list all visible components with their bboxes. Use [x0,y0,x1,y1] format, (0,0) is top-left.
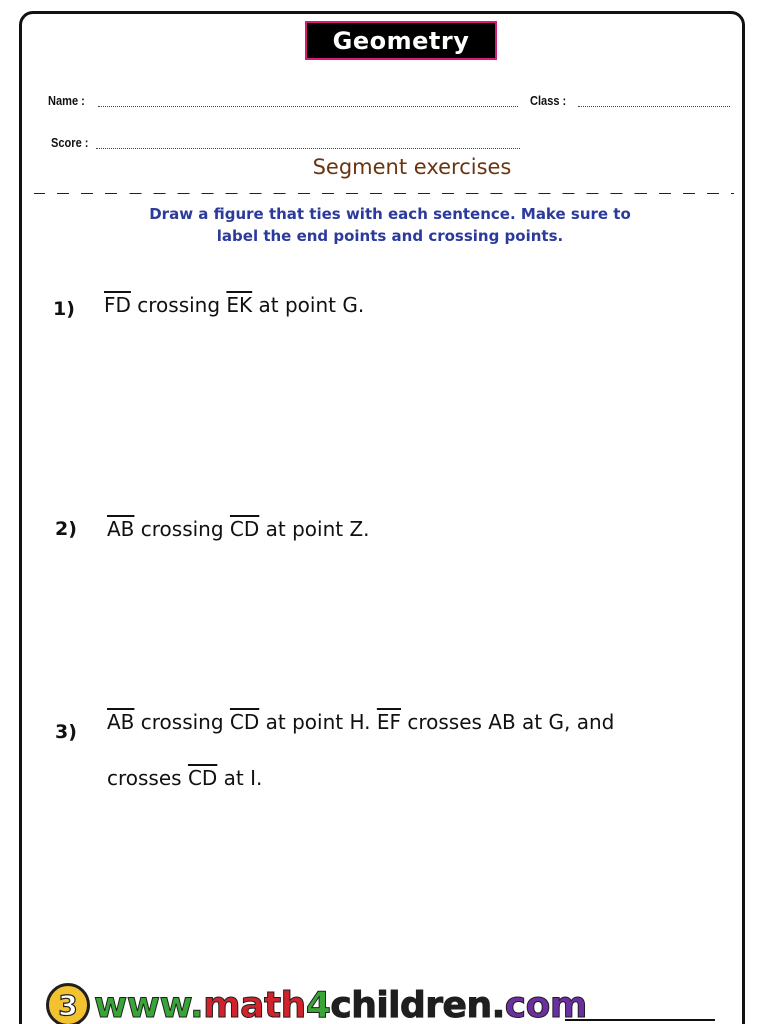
segment-label: $\overline{CD}$ [229,517,260,541]
question-3-text-line-2 [107,766,262,790]
site-four: 4 [305,984,331,1024]
instructions-line-1: Draw a figure that ties with each sentence. Make sure to [149,205,631,223]
question-text-part: at point G. [252,293,365,317]
question-text-part: crossing [134,517,230,541]
question-1-text [104,293,364,317]
site-www: www. [94,984,204,1024]
site-math: math [203,984,306,1024]
question-2-text [107,517,370,541]
grade-badge: 3 [46,983,90,1024]
instructions-line-2: label the end points and crossing points. [216,227,564,245]
footer-logo [46,982,587,1024]
question-3-text [107,710,614,734]
site-dot: . [491,984,505,1024]
name-line[interactable] [98,106,518,107]
score-label: Score : [51,135,89,150]
question-text-part: at point Z. [259,517,370,541]
question-text-part: crosses AB at G, and [401,710,615,734]
question-text-part: at point H. [259,710,377,734]
segment-label: $\overline{FD}$ [104,293,131,317]
site-com: com [504,984,587,1024]
instructions [60,203,720,247]
section-subtitle: Segment exercises [312,155,512,179]
question-3-number: 3) [55,721,77,743]
question-1-number: 1) [53,298,75,320]
question-text-part: crosses [107,766,188,790]
segment-label: $\overline{AB}$ [107,517,135,541]
score-line[interactable] [96,148,520,149]
segment-label: $\overline{CD}$ [187,766,218,790]
question-text-part: crossing [134,710,230,734]
segment-label: $\overline{CD}$ [229,710,260,734]
question-2-number: 2) [55,518,77,540]
class-label: Class : [530,93,567,108]
footer-rule [565,1019,715,1021]
site-children: children [330,984,492,1024]
question-text-part: at I. [217,766,263,790]
name-label: Name : [48,93,85,108]
section-divider [34,193,734,194]
segment-label: $\overline{EK}$ [226,293,253,317]
question-text-part: crossing [130,293,227,317]
segment-label: $\overline{AB}$ [107,710,135,734]
class-line[interactable] [578,106,730,107]
site-url[interactable] [94,985,587,1024]
segment-label: $\overline{EF}$ [376,710,401,734]
worksheet-title: Geometry [305,21,497,60]
